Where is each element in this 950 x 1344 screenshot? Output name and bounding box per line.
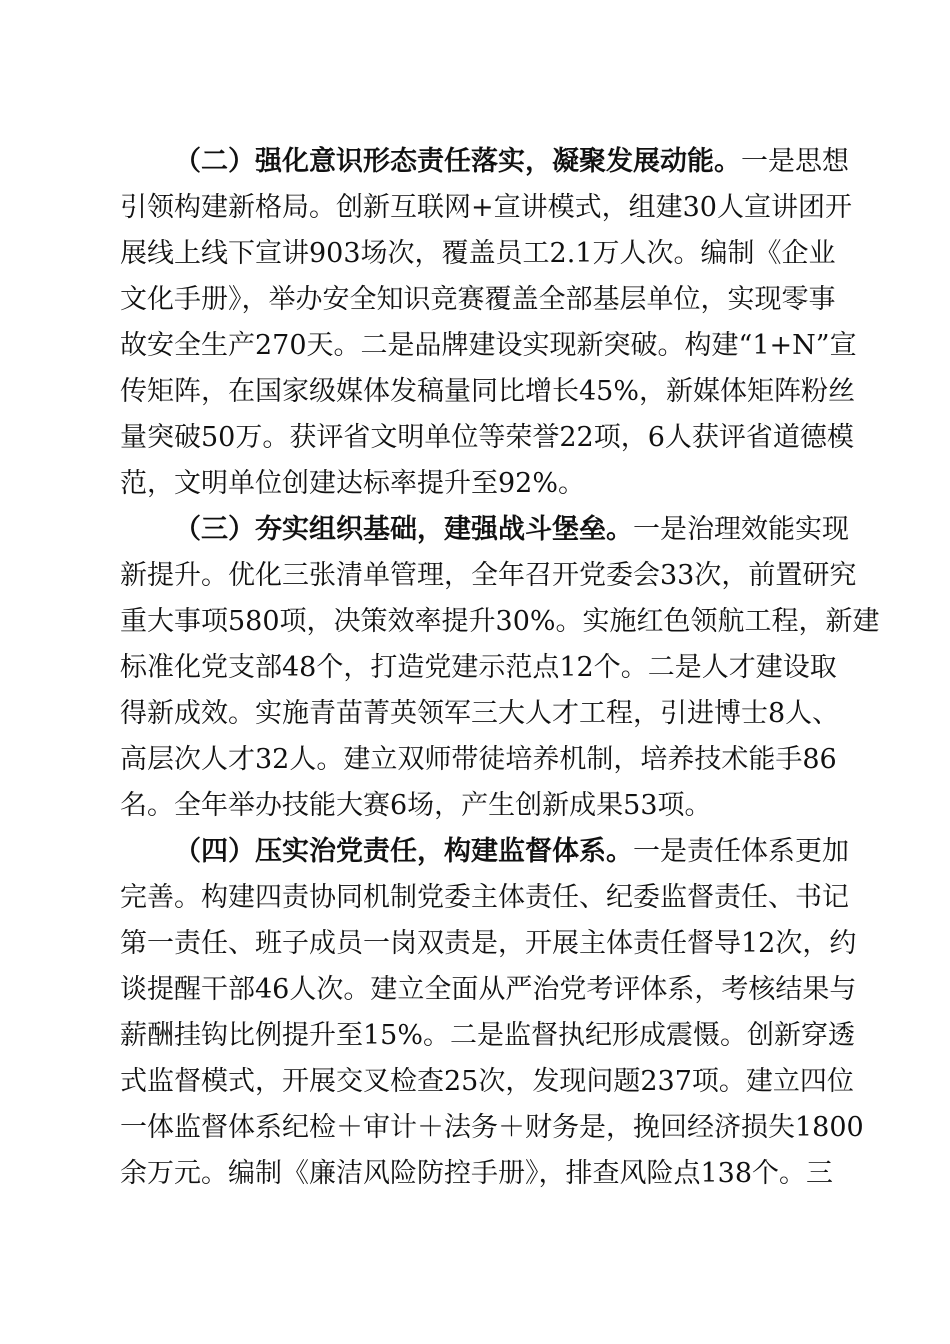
paragraph-3-line-5: 得新成效。实施青苗菁英领军三大人才工程，引进博士8人、 (120, 698, 840, 729)
paragraph-3-first-line-text: 一是治理效能实现 (633, 514, 849, 545)
paragraph-3-line-2: 新提升。优化三张清单管理，全年召开党委会33次，前置研究 (120, 560, 857, 591)
paragraph-4-heading: （四）压实治党责任，构建监督体系。 (174, 836, 633, 867)
paragraph-3-line-3: 重大事项580项，决策效率提升30%。实施红色领航工程，新建 (120, 606, 880, 637)
paragraph-3-line-7: 名。全年举办技能大赛6场，产生创新成果53项。 (120, 790, 712, 821)
paragraph-4-line-1 (174, 827, 849, 877)
paragraph-2-line-8: 范，文明单位创建达标率提升至92%。 (120, 468, 586, 499)
paragraph-4-line-3: 第一责任、班子成员一岗双责是，开展主体责任督导12次，约 (120, 928, 857, 959)
paragraph-2-heading: （二）强化意识形态责任落实，凝聚发展动能。 (174, 146, 741, 177)
paragraph-2-first-line-text: 一是思想 (741, 146, 849, 177)
paragraph-3-line-6: 高层次人才32人。建立双师带徒培养机制，培养技术能手86 (120, 744, 837, 775)
paragraph-4-line-7: 一体监督体系纪检＋审计＋法务＋财务是，挽回经济损失1800 (120, 1112, 864, 1143)
paragraph-2-line-2: 引领构建新格局。创新互联网+宣讲模式，组建30人宣讲团开 (120, 192, 852, 223)
paragraph-4-line-5: 薪酬挂钩比例提升至15%。二是监督执纪形成震慑。创新穿透 (120, 1020, 856, 1051)
paragraph-4-line-4: 谈提醒干部46人次。建立全面从严治党考评体系，考核结果与 (120, 974, 857, 1005)
paragraph-2-line-1 (174, 137, 849, 187)
paragraph-3-line-4: 标准化党支部48个，打造党建示范点12个。二是人才建设取 (120, 652, 837, 683)
paragraph-4-first-line-text: 一是责任体系更加 (633, 836, 849, 867)
paragraph-2-line-6: 传矩阵，在国家级媒体发稿量同比增长45%，新媒体矩阵粉丝 (120, 376, 856, 407)
paragraph-4-line-2: 完善。构建四责协同机制党委主体责任、纪委监督责任、书记 (120, 882, 849, 913)
paragraph-3-line-1 (174, 505, 849, 555)
paragraph-4-line-6: 式监督模式，开展交叉检查25次，发现问题237项。建立四位 (120, 1066, 854, 1097)
paragraph-3-heading: （三）夯实组织基础，建强战斗堡垒。 (174, 514, 633, 545)
paragraph-2-line-4: 文化手册》，举办安全知识竞赛覆盖全部基层单位，实现零事 (120, 284, 836, 315)
paragraph-2-line-3: 展线上线下宣讲903场次，覆盖员工2.1万人次。编制《企业 (120, 238, 836, 269)
paragraph-2-line-5: 故安全生产270天。二是品牌建设实现新突破。构建“1+N”宣 (120, 330, 857, 361)
paragraph-2-line-7: 量突破50万。获评省文明单位等荣誉22项，6人获评省道德模 (120, 422, 854, 453)
paragraph-4-line-8: 余万元。编制《廉洁风险防控手册》，排查风险点138个。三 (120, 1158, 834, 1189)
